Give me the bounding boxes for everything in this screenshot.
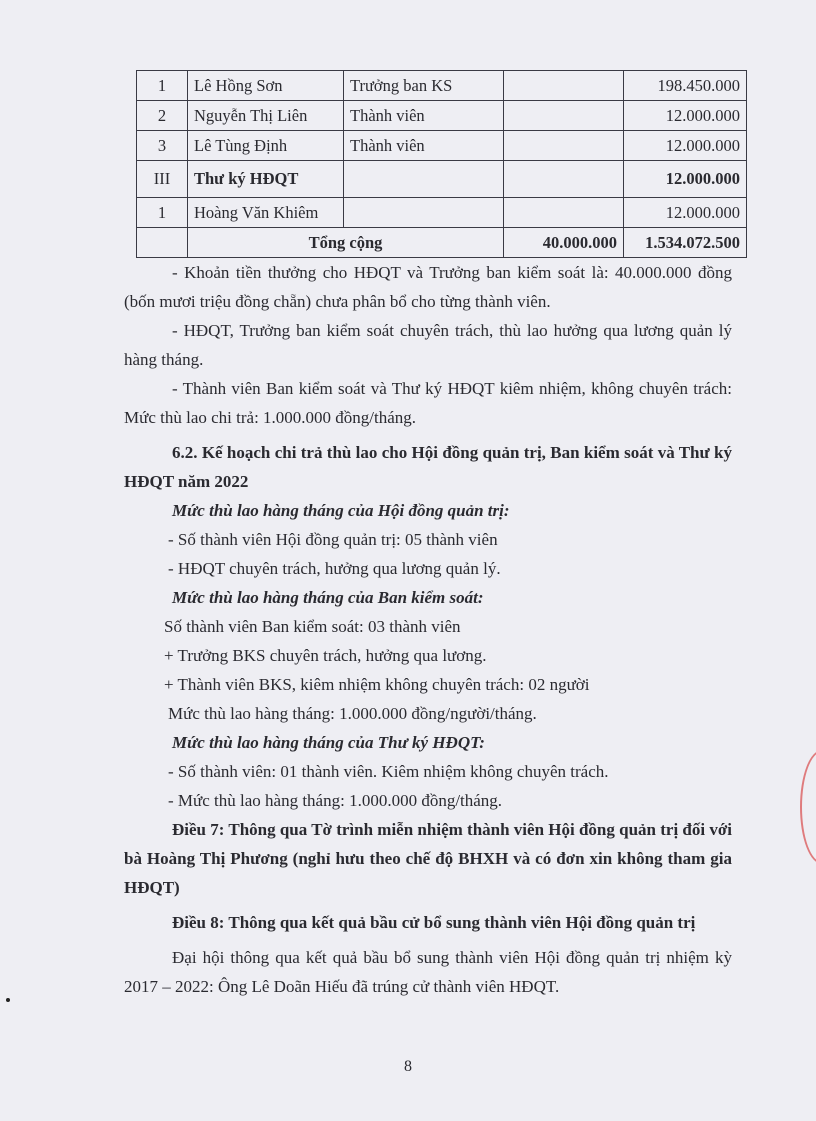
bonus-amount: [504, 161, 624, 198]
article-8-heading: Điều 8: Thông qua kết quả bầu cử bổ sung thành viên Hội đồng quản trị: [172, 913, 696, 932]
list-item: - HĐQT chuyên trách, hưởng qua lương quản lý.: [168, 559, 501, 578]
table-section-row: [137, 161, 747, 198]
subheading-supervisory: Mức thù lao hàng tháng của Ban kiểm soát:: [172, 588, 484, 607]
row-number: 3: [137, 131, 188, 161]
paragraph-fulltime: - HĐQT, Trưởng ban kiểm soát chuyên trách, thù lao hưởng qua lương quản lý hàng tháng.: [124, 321, 732, 369]
bonus-amount: [504, 71, 624, 101]
total-amount: 12.000.000: [624, 198, 747, 228]
member-name: Lê Hồng Sơn: [188, 71, 344, 101]
paragraph-election-result: Đại hội thông qua kết quả bầu bổ sung thành viên Hội đồng quản trị nhiệm kỳ 2017 – 2022: Ông Lê Doãn Hiếu đã trúng cử thành viên HĐQT.: [124, 948, 732, 996]
article-7-heading: Điều 7: Thông qua Tờ trình miễn nhiệm thành viên Hội đồng quản trị đối với bà Hoàng Thị Phương (nghỉ hưu theo chế độ BHXH và có đơn xin không tham gia HĐQT): [124, 820, 732, 897]
list-item: - Mức thù lao hàng tháng: 1.000.000 đồng/tháng.: [168, 791, 503, 810]
table-row: [137, 131, 747, 161]
list-item: + Thành viên BKS, kiêm nhiệm không chuyên trách: 02 người: [164, 675, 590, 694]
page-number: 8: [404, 1058, 412, 1075]
member-role: Trưởng ban KS: [344, 71, 504, 101]
list-item: - Số thành viên: 01 thành viên. Kiêm nhiệm không chuyên trách.: [168, 762, 609, 781]
row-number: 1: [137, 71, 188, 101]
list-item: Mức thù lao hàng tháng: 1.000.000 đồng/người/tháng.: [168, 704, 537, 723]
row-number: 1: [137, 198, 188, 228]
row-number: [137, 228, 188, 258]
section-heading-6-2: 6.2. Kế hoạch chi trả thù lao cho Hội đồng quản trị, Ban kiểm soát và Thư ký HĐQT năm 2022: [124, 443, 732, 491]
member-name: Hoàng Văn Khiêm: [188, 198, 344, 228]
subheading-board: Mức thù lao hàng tháng của Hội đồng quản trị:: [172, 501, 510, 520]
list-item: Số thành viên Ban kiểm soát: 03 thành viên: [164, 617, 461, 636]
bonus-amount: [504, 101, 624, 131]
grand-total-bonus: 40.000.000: [504, 228, 624, 258]
list-item: - Số thành viên Hội đồng quản trị: 05 thành viên: [168, 530, 498, 549]
row-number: 2: [137, 101, 188, 131]
table-row: [137, 71, 747, 101]
member-name: Nguyễn Thị Liên: [188, 101, 344, 131]
subheading-secretary: Mức thù lao hàng tháng của Thư ký HĐQT:: [172, 733, 485, 752]
table-total-row: [137, 228, 747, 258]
paragraph-parttime: - Thành viên Ban kiểm soát và Thư ký HĐQT kiêm nhiệm, không chuyên trách: Mức thù lao chi trả: 1.000.000 đồng/tháng.: [124, 379, 732, 427]
member-role: [344, 161, 504, 198]
grand-total-amount: 1.534.072.500: [624, 228, 747, 258]
paragraph-bonus: - Khoản tiền thưởng cho HĐQT và Trưởng ban kiểm soát là: 40.000.000 đồng (bốn mươi triệu đồng chẵn) chưa phân bổ cho từng thành viên.: [124, 263, 732, 311]
scan-speck: [6, 998, 10, 1002]
section-title: Thư ký HĐQT: [188, 161, 344, 198]
remuneration-table: [136, 70, 747, 258]
member-role: Thành viên: [344, 101, 504, 131]
section-total: 12.000.000: [624, 161, 747, 198]
bonus-amount: [504, 198, 624, 228]
table-row: [137, 198, 747, 228]
section-number: III: [137, 161, 188, 198]
member-name: Lê Tùng Định: [188, 131, 344, 161]
total-amount: 12.000.000: [624, 101, 747, 131]
grand-total-label: Tổng cộng: [188, 228, 504, 258]
body-text: [124, 258, 732, 1001]
member-role: [344, 198, 504, 228]
list-item: + Trưởng BKS chuyên trách, hưởng qua lương.: [164, 646, 487, 665]
total-amount: 198.450.000: [624, 71, 747, 101]
table-row: [137, 101, 747, 131]
total-amount: 12.000.000: [624, 131, 747, 161]
member-role: Thành viên: [344, 131, 504, 161]
bonus-amount: [504, 131, 624, 161]
stamp-seal: [800, 750, 816, 864]
